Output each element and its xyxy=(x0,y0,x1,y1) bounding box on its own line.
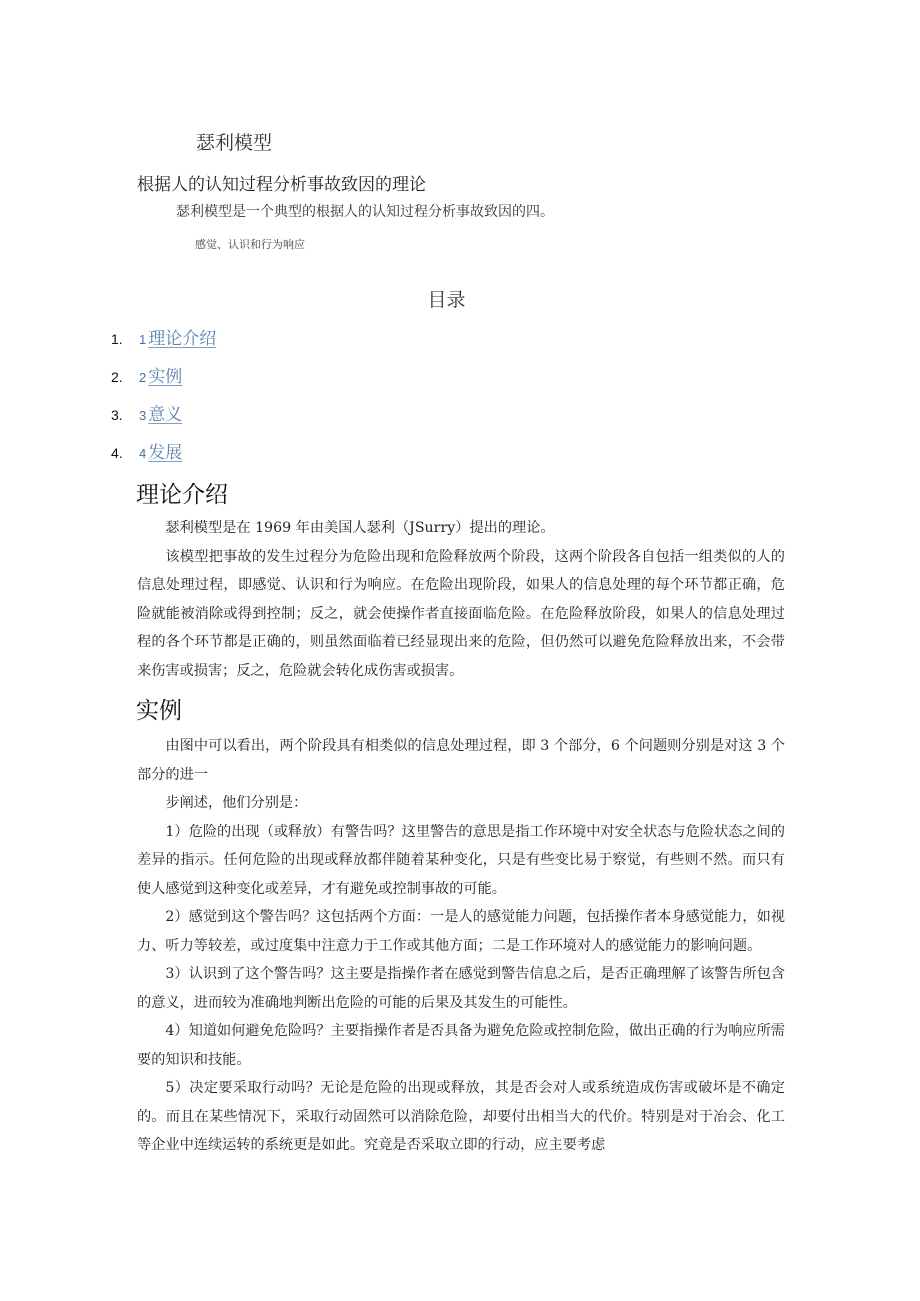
document-title: 瑟利模型 xyxy=(196,132,273,154)
toc-title: 目录 xyxy=(427,289,466,311)
document-keywords: 感觉、认识和行为响应 xyxy=(195,238,305,251)
section-heading-example: 实例 xyxy=(136,698,182,724)
section-heading-theory: 理论介绍 xyxy=(136,482,228,508)
paragraph: 2）感觉到这个警告吗？这包括两个方面：一是人的感觉能力问题，包括操作者本身感觉能力，如视力、听力等较差，或过度集中注意力于工作或其他方面；二是工作环境对人的感觉能力的影响问题。 xyxy=(137,909,785,954)
toc-item xyxy=(111,324,216,349)
toc-link-development[interactable]: 发展 xyxy=(148,443,183,463)
toc-item-number: 3. xyxy=(111,407,123,423)
toc-item-subnumber: 4 xyxy=(139,446,147,461)
document-subtitle: 根据人的认知过程分析事故致因的理论 xyxy=(137,175,426,195)
paragraph: 瑟利模型是在 1969 年由美国人瑟利（JSurry）提出的理论。 xyxy=(165,520,555,536)
paragraph: 3）认识到了这个警告吗？这主要是指操作者在感觉到警告信息之后，是否正确理解了该警告所包含的意义，进而较为准确地判断出危险的可能的后果及其发生的可能性。 xyxy=(137,966,785,1011)
toc-item-number: 4. xyxy=(111,445,123,461)
section-body-theory xyxy=(137,514,785,685)
toc-link-theory[interactable]: 理论介绍 xyxy=(148,329,217,349)
toc-item-subnumber: 2 xyxy=(139,370,147,385)
toc-item-number: 2. xyxy=(111,369,123,385)
section-body-example xyxy=(137,732,785,1160)
toc-item xyxy=(111,400,182,425)
toc-link-meaning[interactable]: 意义 xyxy=(148,405,183,425)
paragraph: 4）知道如何避免危险吗？主要指操作者是否具备为避免危险或控制危险，做出正确的行为响应所需要的知识和技能。 xyxy=(137,1023,785,1068)
document-summary: 瑟利模型是一个典型的根据人的认知过程分析事故致因的四。 xyxy=(176,204,554,220)
paragraph: 步阐述，他们分别是： xyxy=(165,795,308,811)
paragraph: 1）危险的出现（或释放）有警告吗？这里警告的意思是指工作环境中对安全状态与危险状态之间的差异的指示。任何危险的出现或释放都伴随着某种变化，只是有些变比易于察觉，有些则不然。而只有使人感觉到这种变化或差异，才有避免或控制事故的可能。 xyxy=(137,823,785,897)
toc-link-example[interactable]: 实例 xyxy=(148,367,183,387)
toc-item xyxy=(111,362,182,387)
toc-item xyxy=(111,438,182,463)
toc-item-subnumber: 3 xyxy=(139,408,147,423)
paragraph: 该模型把事故的发生过程分为危险出现和危险释放两个阶段，这两个阶段各自包括一组类似的人的信息处理过程，即感觉、认识和行为响应。在危险出现阶段，如果人的信息处理的每个环节都正确，危险就能被消除或得到控制；反之，就会使操作者直接面临危险。在危险释放阶段，如果人的信息处理过程的各个环节都是正确的，则虽然面临着已经显现出来的危险，但仍然可以避免危险释放出来，不会带来伤害或损害；反之，危险就会转化成伤害或损害。 xyxy=(137,548,785,679)
paragraph: 5）决定要采取行动吗？无论是危险的出现或释放，其是否会对人或系统造成伤害或破坏是不确定的。而且在某些情况下，采取行动固然可以消除危险，却要付出相当大的代价。特别是对于冶会、化工等企业中连续运转的系统更是如此。究竟是否采取立即的行动，应主要考虑 xyxy=(137,1080,785,1153)
paragraph: 由图中可以看出，两个阶段具有相类似的信息处理过程，即 3 个部分，6 个问题则分别是对这 3 个部分的进一 xyxy=(137,738,785,783)
toc-item-number: 1. xyxy=(111,331,123,347)
toc-item-subnumber: 1 xyxy=(139,332,147,347)
